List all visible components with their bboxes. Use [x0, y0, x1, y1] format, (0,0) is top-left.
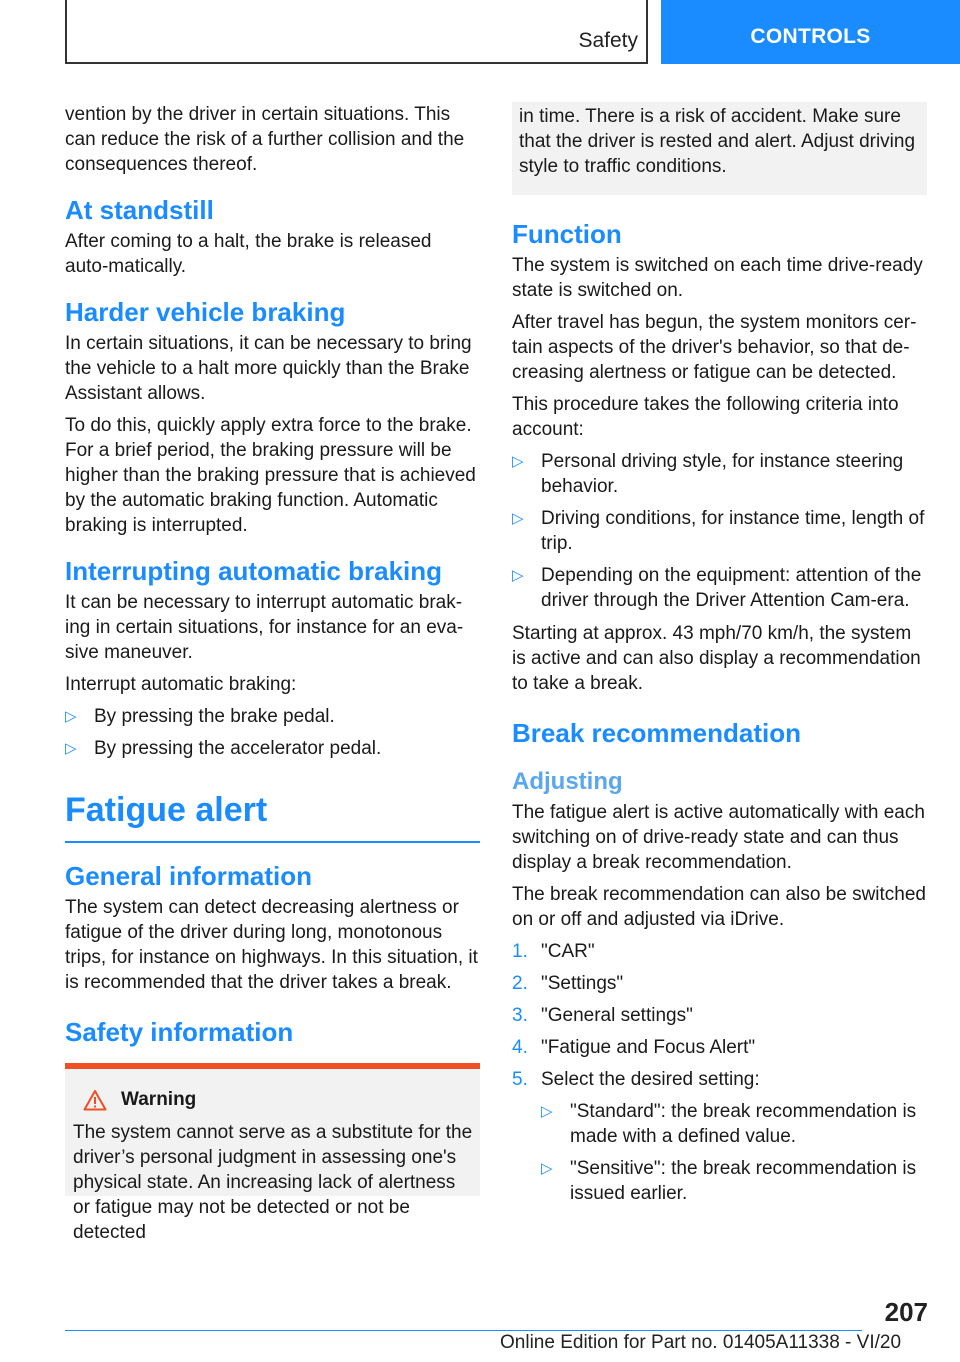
intro-paragraph: vention by the driver in certain situations. This can reduce the risk of a further collision and the consequences thereof.: [65, 104, 465, 175]
step-item: 5. Select the desired setting: ▷ "Standard": the break recommendation is made with a defined value. ▷ "Sensitive": the break recommendation is issued earlier.: [512, 1067, 927, 1206]
step-item: 4. "Fatigue and Focus Alert": [512, 1037, 756, 1058]
right-column: [512, 102, 927, 1214]
triangle-bullet-icon: ▷: [65, 708, 77, 725]
triangle-bullet-icon: ▷: [512, 567, 524, 584]
header-section-title: Safety: [578, 29, 638, 52]
adjust-paragraph-1: The fatigue alert is active automatically with each switching on of drive-ready state and can thus display a break recommendation.: [512, 802, 925, 873]
harder-paragraph-2: To do this, quickly apply extra force to the brake. For a brief period, the braking pressure will be higher than the braking pressure that is achieved by the automatic braking function. Automatic braking is interrupted.: [65, 415, 476, 536]
heading-general-information: General information: [65, 861, 313, 891]
harder-paragraph-1: In certain situations, it can be necessary to bring the vehicle to a halt more quickly than the Brake Assistant allows.: [65, 333, 472, 404]
idrive-steps-list: [512, 939, 927, 1206]
function-paragraph-4: Starting at approx. 43 mph/70 km/h, the system is active and can also display a recommendation to take a break.: [512, 623, 921, 694]
heading-function: Function: [512, 219, 622, 249]
triangle-bullet-icon: ▷: [541, 1103, 553, 1120]
page-number: 207: [884, 1297, 928, 1327]
warning-title-row: [73, 1089, 474, 1111]
heading-break-recommendation: Break recommendation: [512, 718, 801, 748]
triangle-bullet-icon: ▷: [512, 453, 524, 470]
standstill-paragraph: After coming to a halt, the brake is released auto‐matically.: [65, 231, 432, 277]
heading-interrupting-braking: Interrupting automatic braking: [65, 556, 443, 586]
list-item: ▷ By pressing the accelerator pedal.: [65, 738, 382, 759]
heading-safety-information: Safety information: [65, 1017, 294, 1047]
criteria-list: [512, 449, 927, 613]
warning-text: The system cannot serve as a substitute for the driver’s personal judgment in assessing one's physical state. An increasing lack of alertness or fatigue may not be detected or not be detected: [73, 1122, 473, 1243]
step-item: 3. "General settings": [512, 1005, 693, 1026]
triangle-bullet-icon: ▷: [512, 510, 524, 527]
header-left-frame: [65, 0, 648, 64]
warning-box: [65, 1063, 480, 1243]
settings-list: [541, 1099, 927, 1206]
adjust-paragraph-2: The break recommendation can also be switched on or off and adjusted via iDrive.: [512, 884, 927, 930]
list-item: ▷ By pressing the brake pedal.: [65, 706, 335, 727]
footer-edition-text: Online Edition for Part no. 01405A11338 - VI/20: [500, 1332, 902, 1353]
header-chapter-title: CONTROLS: [750, 25, 871, 48]
header-chapter-tab: [661, 0, 960, 64]
warning-text-continued: in time. There is a risk of accident. Make sure that the driver is rested and alert. Adjust driving style to traffic conditions.: [519, 106, 916, 177]
list-item: ▷ Driving conditions, for instance time, length of trip.: [512, 508, 925, 554]
warning-box-continued: [512, 102, 927, 195]
warning-title: Warning: [121, 1089, 197, 1110]
footer-divider: [65, 1330, 862, 1331]
interrupt-list: [65, 704, 480, 761]
list-item: ▷ "Standard": the break recommendation is made with a defined value.: [541, 1101, 917, 1147]
function-paragraph-2: After travel has begun, the system monitors cer‐tain aspects of the driver's behavior, so that de‐creasing alertness or fatigue can be detected.: [512, 312, 917, 383]
triangle-bullet-icon: ▷: [541, 1160, 553, 1177]
left-column: [65, 102, 480, 1243]
step-item: 2. "Settings": [512, 973, 624, 994]
general-paragraph: The system can detect decreasing alertness or fatigue of the driver during long, monotonous trips, for instance on highways. In this situation, it is recommended that the driver takes a break.: [65, 897, 478, 993]
list-item: ▷ Depending on the equipment: attention of the driver through the Driver Attention Cam‐era.: [512, 565, 922, 611]
interrupt-paragraph-2: Interrupt automatic braking:: [65, 674, 297, 695]
warning-triangle-icon: [83, 1089, 107, 1111]
list-item: ▷ "Sensitive": the break recommendation is issued earlier.: [541, 1158, 917, 1204]
heading-at-standstill: At standstill: [65, 195, 214, 225]
heading-adjusting: Adjusting: [512, 768, 623, 795]
heading-fatigue-alert: Fatigue alert: [65, 787, 480, 843]
list-item: ▷ Personal driving style, for instance steering behavior.: [512, 451, 904, 497]
interrupt-paragraph-1: It can be necessary to interrupt automatic brak‐ing in certain situations, for instance for an eva‐sive maneuver.: [65, 592, 464, 663]
triangle-bullet-icon: ▷: [65, 740, 77, 757]
function-paragraph-3: This procedure takes the following criteria into account:: [512, 394, 899, 440]
function-paragraph-1: The system is switched on each time drive-ready state is switched on.: [512, 255, 923, 301]
step-item: 1. "CAR": [512, 941, 595, 962]
heading-harder-braking: Harder vehicle braking: [65, 297, 346, 327]
